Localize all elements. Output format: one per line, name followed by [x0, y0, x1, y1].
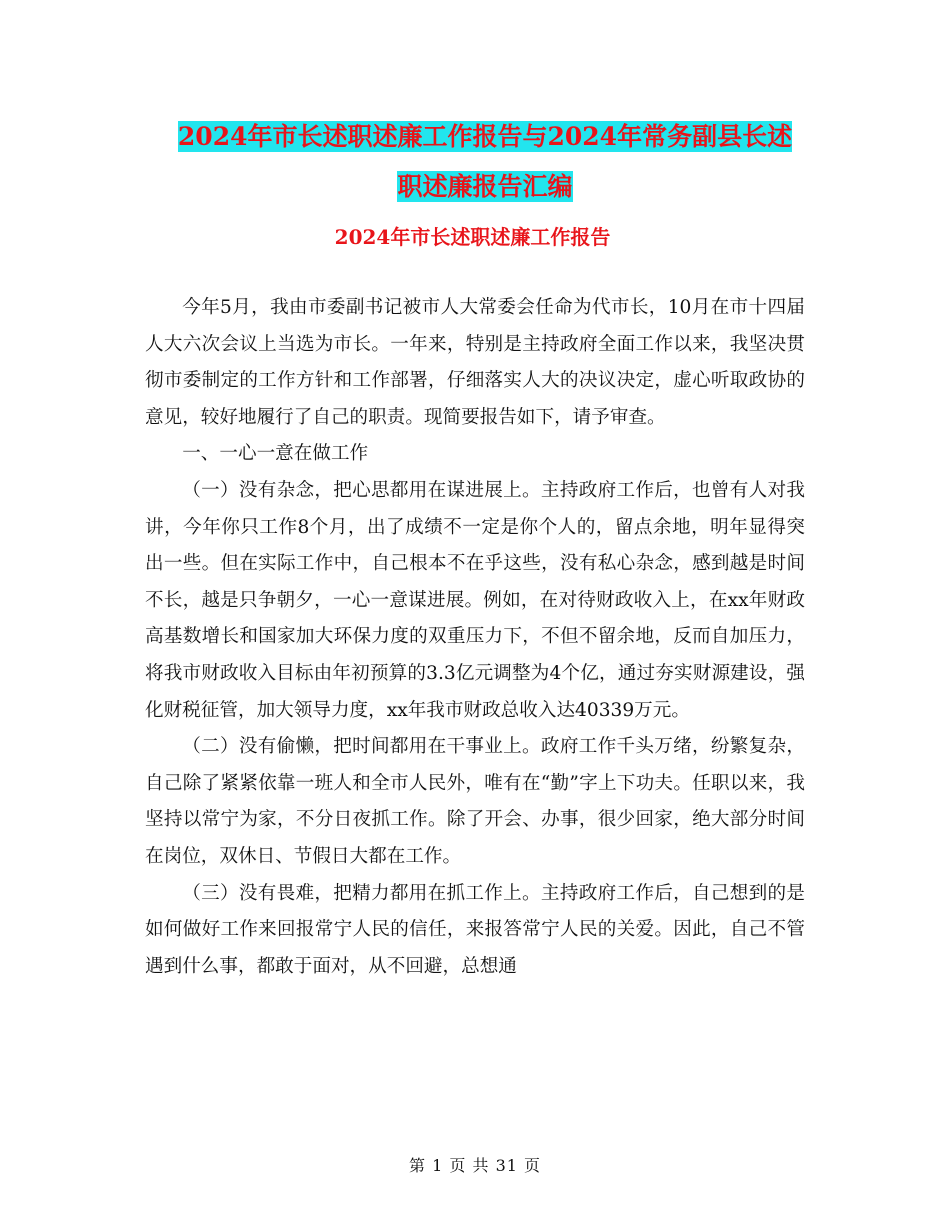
document-title-line2: 职述廉报告汇编 — [397, 172, 573, 201]
footer-prefix: 第 — [408, 1156, 426, 1175]
footer-total-pages: 31 — [495, 1156, 518, 1175]
document-title-line1: 2024年市长述职述廉工作报告与2024年常务副县长述 — [177, 122, 793, 151]
footer-total-unit: 页 — [524, 1156, 542, 1175]
paragraph-item-1: （一）没有杂念，把心思都用在谋进展上。主持政府工作后，也曾有人对我讲，今年你只工作8个月，出了成绩不一定是你个人的，留点余地，明年显得突出一些。但在实际工作中，自己根本不在乎这些，没有私心杂念，感到越是时间不长，越是只争朝夕，一心一意谋进展。例如，在对待财政收入上，在xx年财政高基数增长和国家加大环保力度的双重压力下，不但不留余地，反而自加压力，将我市财政收入目标由年初预算的3.3亿元调整为4个亿，通过夯实财源建设，强化财税征管，加大领导力度，xx年我市财政总收入达40339万元。 — [145, 479, 805, 721]
paragraph-intro: 今年5月，我由市委副书记被市人大常委会任命为代市长，10月在市十四届人大六次会议上当选为市长。一年来，特别是主持政府全面工作以来，我坚决贯彻市委制定的工作方针和工作部署，仔细落实人大的决议决定，虚心听取政协的意见，较好地履行了自己的职责。现简要报告如下，请予审查。 — [145, 297, 805, 428]
paragraph-item-2: （二）没有偷懒，把时间都用在干事业上。政府工作千头万绪，纷繁复杂，自己除了紧紧依靠一班人和全市人民外，唯有在“勤”字上下功夫。任职以来，我坚持以常宁为家，不分日夜抓工作。除了开会、办事，很少回家，绝大部分时间在岗位，双休日、节假日大都在工作。 — [145, 736, 805, 867]
document-title — [140, 112, 830, 212]
footer-page-unit: 页 — [449, 1156, 467, 1175]
heading-part-one: 一、一心一意在做工作 — [182, 443, 369, 465]
section-title: 2024年市长述职述廉工作报告 — [334, 225, 611, 249]
footer-current-page: 1 — [432, 1156, 444, 1175]
paragraph-item-3: （三）没有畏难，把精力都用在抓工作上。主持政府工作后，自己想到的是如何做好工作来回报常宁人民的信任，来报答常宁人民的关爱。因此，自己不管遇到什么事，都敢于面对，从不回避，总想通 — [145, 882, 805, 977]
footer-total-prefix: 共 — [472, 1156, 490, 1175]
body-text — [145, 290, 805, 985]
page-footer — [0, 1153, 950, 1176]
